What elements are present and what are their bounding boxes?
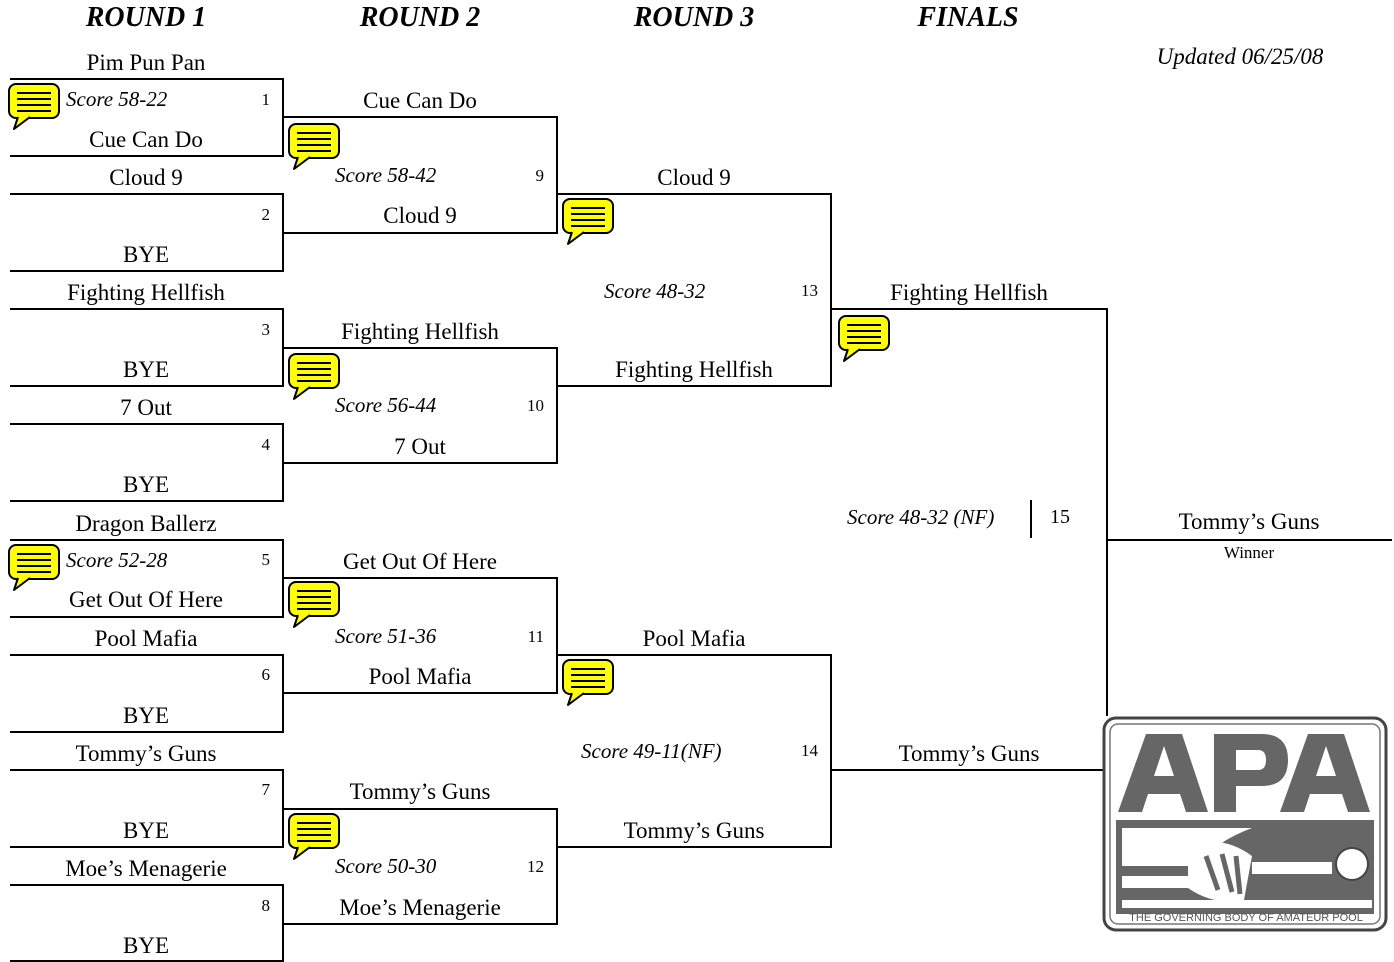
match-number: 7 <box>261 780 270 799</box>
bracket-line <box>10 193 284 195</box>
match-score: Score 48-32 (NF) <box>847 505 995 529</box>
team-name: Fighting Hellfish <box>615 357 773 382</box>
team-name: Cloud 9 <box>109 165 183 190</box>
bracket-line <box>10 616 284 618</box>
team-name: BYE <box>123 933 169 958</box>
bracket-line <box>282 692 558 694</box>
comment-icon[interactable] <box>286 812 342 864</box>
bracket-line <box>282 347 558 349</box>
team-name: Get Out Of Here <box>69 587 223 612</box>
team-name: Cloud 9 <box>657 165 731 190</box>
match-score: Score 58-22 <box>66 87 168 111</box>
team-name: Cue Can Do <box>363 88 477 113</box>
bracket-line <box>10 308 284 310</box>
comment-icon[interactable] <box>286 352 342 404</box>
bracket-line <box>556 654 832 656</box>
bracket-line <box>282 232 558 234</box>
team-name: Tommy’s Guns <box>75 741 217 766</box>
bracket-line <box>282 577 558 579</box>
team-name: Moe’s Menagerie <box>339 895 501 920</box>
match-number: 11 <box>527 627 544 646</box>
bracket-line <box>10 731 284 733</box>
team-name: Moe’s Menagerie <box>65 856 227 881</box>
header-round-2: ROUND 2 <box>359 2 481 33</box>
comment-icon[interactable] <box>6 543 62 595</box>
team-name: Cloud 9 <box>383 203 457 228</box>
bracket-line <box>1106 539 1392 541</box>
team-name: Fighting Hellfish <box>341 319 499 344</box>
bracket-line <box>10 539 284 541</box>
header-round-3: ROUND 3 <box>633 2 755 33</box>
bracket-line <box>10 78 284 80</box>
match-number: 15 <box>1050 506 1070 528</box>
team-name: BYE <box>123 818 169 843</box>
bracket-line <box>10 769 284 771</box>
team-name: BYE <box>123 242 169 267</box>
bracket-line <box>282 116 558 118</box>
bracket-line <box>556 193 832 195</box>
winner-label: Winner <box>1223 543 1275 562</box>
match-number: 6 <box>261 665 270 684</box>
header-finals: FINALS <box>917 2 1019 33</box>
comment-icon[interactable] <box>286 122 342 174</box>
team-name: BYE <box>123 703 169 728</box>
apa-logo <box>1102 716 1388 932</box>
match-score: Score 51-36 <box>335 624 437 648</box>
team-name: Dragon Ballerz <box>75 511 217 536</box>
team-name: 7 Out <box>394 434 446 459</box>
team-name: BYE <box>123 472 169 497</box>
comment-icon[interactable] <box>560 658 616 710</box>
match-number: 13 <box>801 281 818 300</box>
match-score: Score 48-32 <box>604 279 706 303</box>
header-round-1: ROUND 1 <box>85 2 207 33</box>
bracket-line <box>830 308 1108 310</box>
logo-caption: THE GOVERNING BODY OF AMATEUR POOL <box>1129 912 1363 924</box>
bracket-line <box>10 846 284 848</box>
match-number: 1 <box>261 90 270 109</box>
champion-name: Tommy’s Guns <box>1178 509 1320 534</box>
match-score: Score 49-11(NF) <box>581 739 722 763</box>
comment-icon[interactable] <box>6 82 62 134</box>
team-name: Cue Can Do <box>89 127 203 152</box>
bracket-line <box>556 385 832 387</box>
bracket-line <box>282 462 558 464</box>
bracket-line <box>10 385 284 387</box>
match-number: 4 <box>261 435 270 454</box>
team-name: Fighting Hellfish <box>67 280 225 305</box>
comment-icon[interactable] <box>560 197 616 249</box>
match-number: 12 <box>527 857 544 876</box>
updated-date: Updated 06/25/08 <box>1156 44 1324 69</box>
match-number: 2 <box>261 205 270 224</box>
match-number: 5 <box>261 550 270 569</box>
comment-icon[interactable] <box>836 314 892 366</box>
bracket-line <box>10 270 284 272</box>
team-name: 7 Out <box>120 395 172 420</box>
bracket-line <box>10 500 284 502</box>
team-name: Pim Pun Pan <box>86 50 206 75</box>
match-score: Score 58-42 <box>335 163 437 187</box>
comment-icon[interactable] <box>286 580 342 632</box>
bracket-line <box>282 808 558 810</box>
score-divider <box>1030 500 1032 538</box>
team-name: Pool Mafia <box>642 626 746 651</box>
match-score: Score 50-30 <box>335 854 437 878</box>
match-score: Score 56-44 <box>335 393 437 417</box>
bracket-line <box>830 769 1108 771</box>
match-number: 14 <box>801 741 818 760</box>
bracket-line <box>10 884 284 886</box>
team-name: Pool Mafia <box>368 664 472 689</box>
team-name: Tommy’s Guns <box>623 818 765 843</box>
team-name: Tommy’s Guns <box>898 741 1040 766</box>
match-number: 9 <box>535 166 544 185</box>
match-number: 8 <box>261 896 270 915</box>
bracket-line <box>282 923 558 925</box>
match-number: 10 <box>527 396 544 415</box>
match-score: Score 52-28 <box>66 548 168 572</box>
team-name: BYE <box>123 357 169 382</box>
bracket-line <box>556 846 832 848</box>
match-number: 3 <box>261 320 270 339</box>
bracket-line <box>10 423 284 425</box>
team-name: Tommy’s Guns <box>349 779 491 804</box>
bracket-line <box>10 654 284 656</box>
team-name: Pool Mafia <box>94 626 198 651</box>
bracket-line <box>10 155 284 157</box>
team-name: Get Out Of Here <box>343 549 497 574</box>
team-name: Fighting Hellfish <box>890 280 1048 305</box>
